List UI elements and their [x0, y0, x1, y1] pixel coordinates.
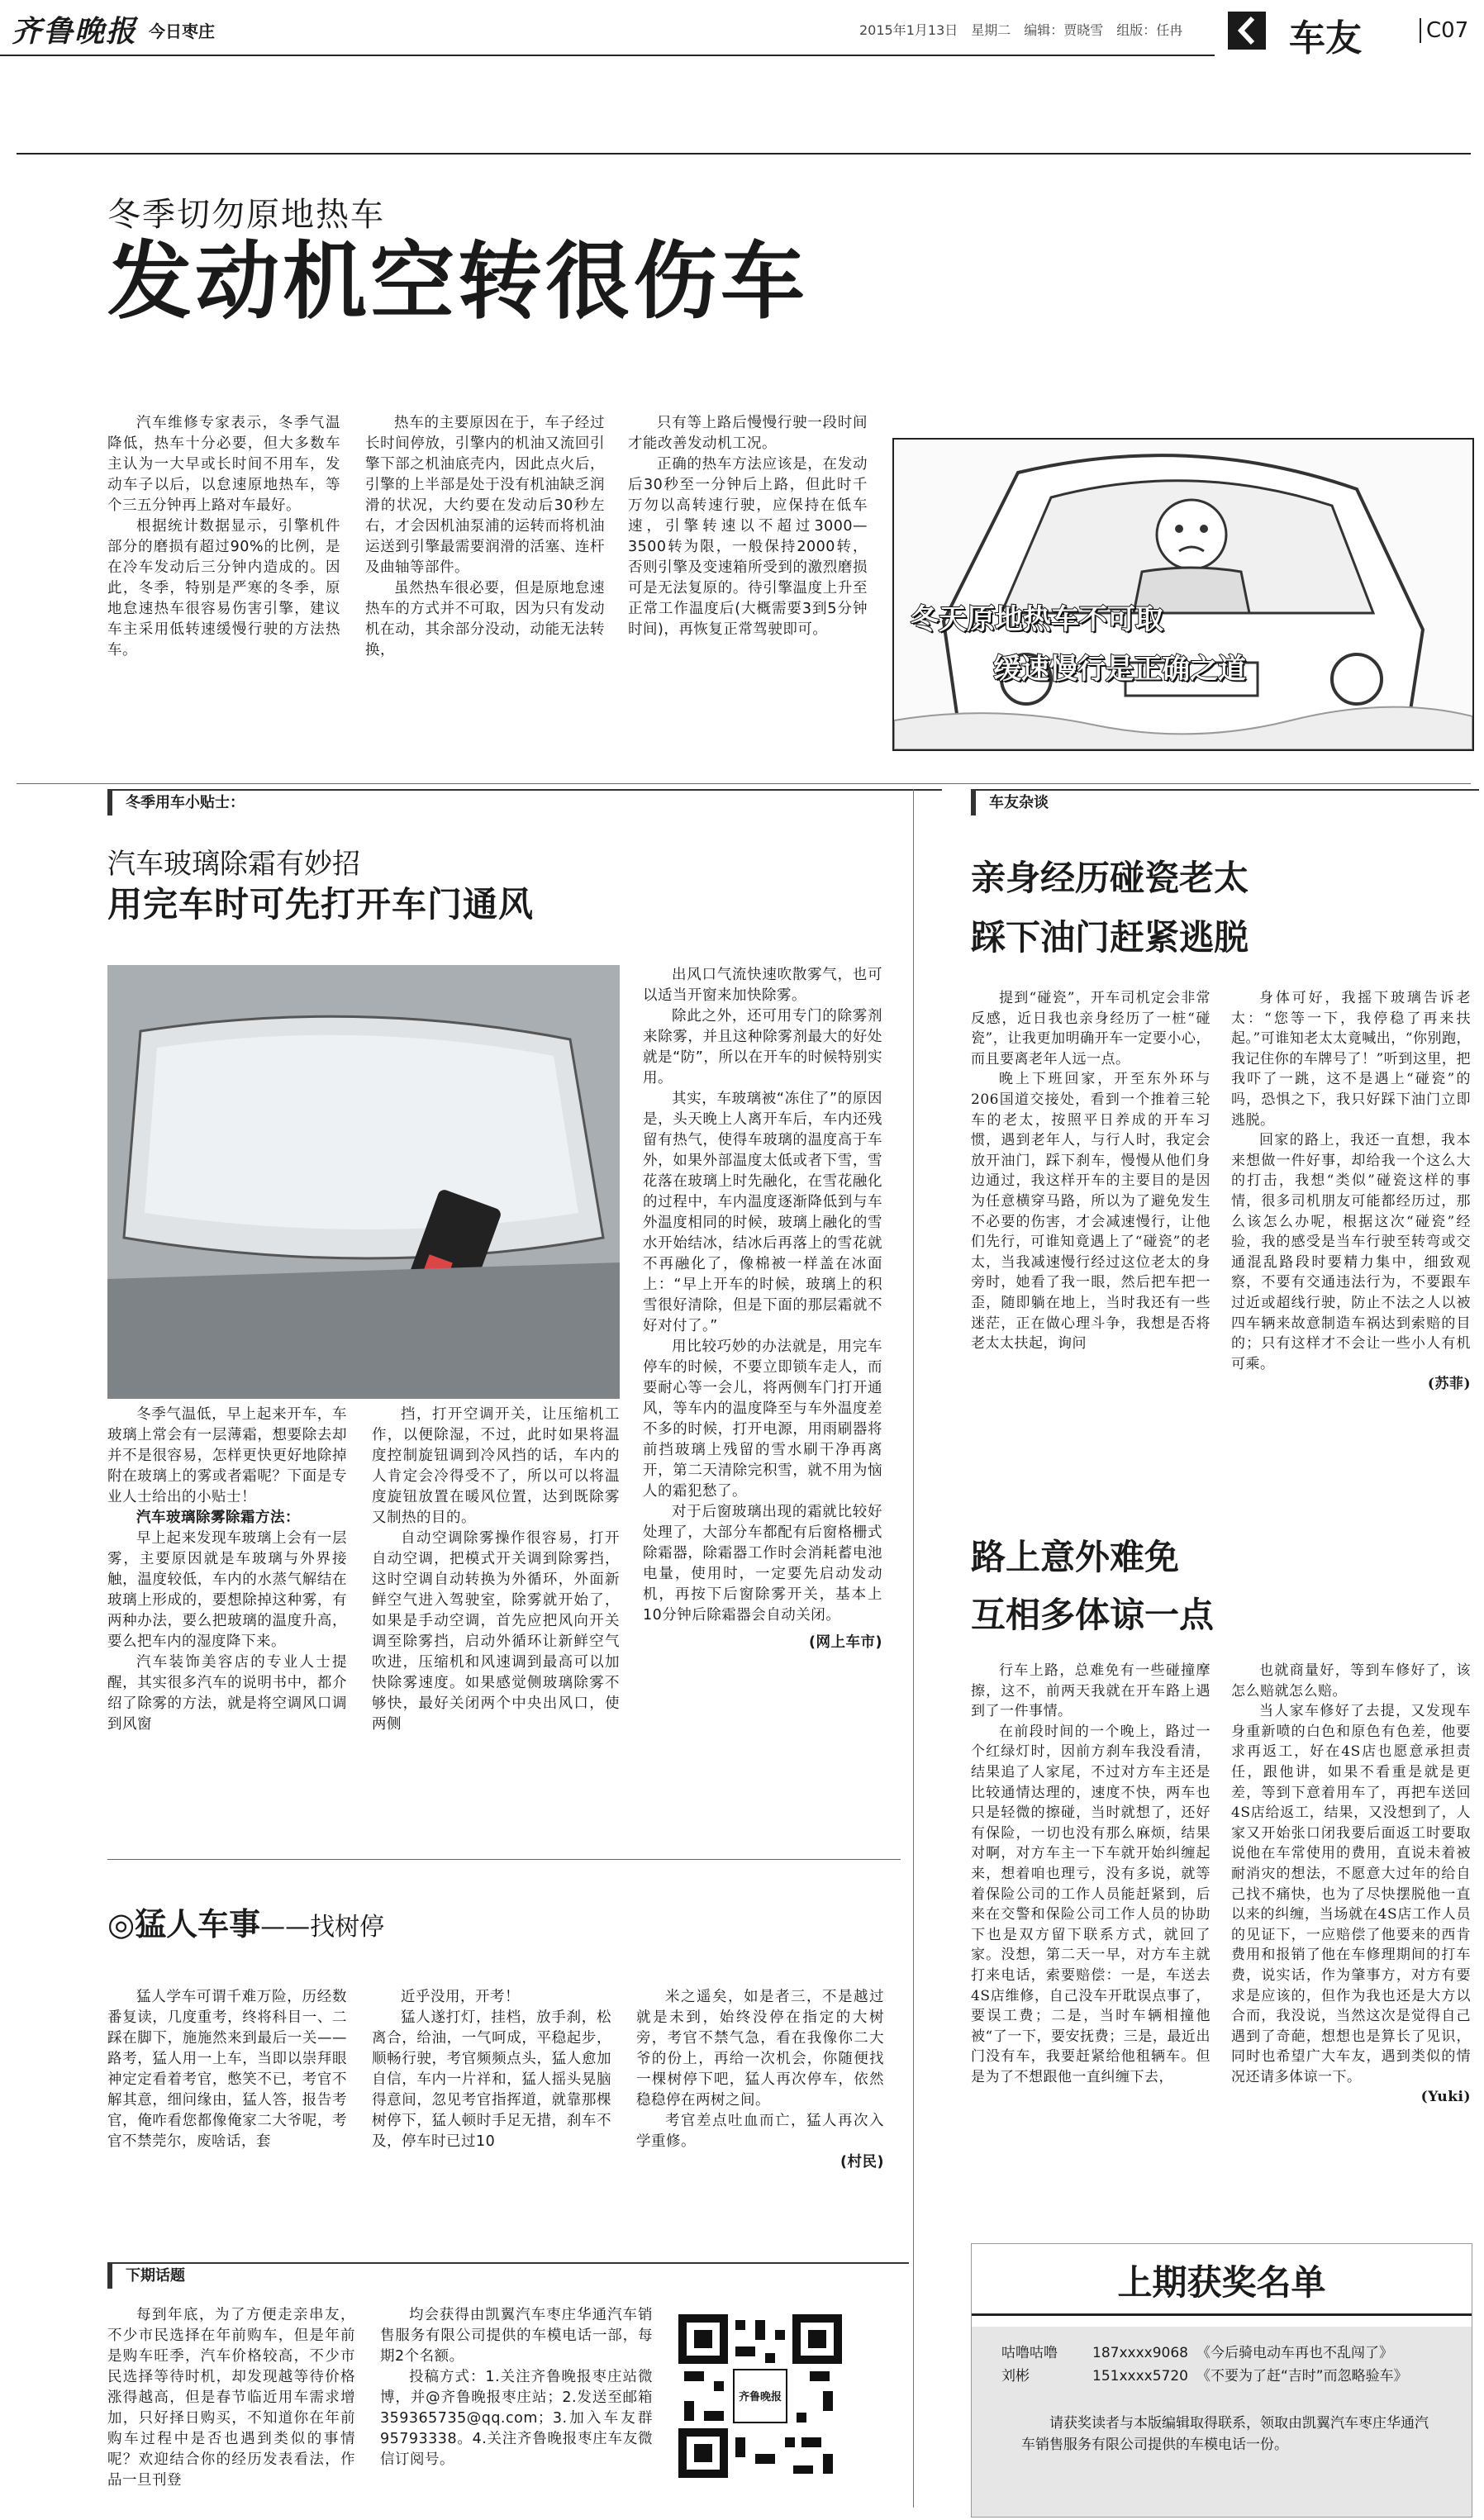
story1-col-1 [971, 988, 1211, 1354]
column-divider [913, 789, 914, 2508]
cartoon-caption-2: 缓速慢行是正确之道 [993, 653, 1246, 686]
paragraph: 身体可好，我摇下玻璃告诉老太：“您等一下，我停稳了再来扶起。”可谁知老太太竟喊出，“你别跑，我记住你的车牌号了！”听到这里，把我吓了一跳，这不是遇上“碰瓷”的吗，恐惧之下，我只好踩下油门立即逃脱。 [1231, 990, 1471, 1129]
paragraph: 投稿方式：1.关注齐鲁晚报枣庄站微博，并@齐鲁晚报枣庄站；2.发送至邮箱359365735@qq.com；3.加入车友群95793338。4.关注齐鲁晚报枣庄车友微信订阅号。 [380, 2369, 653, 2468]
paragraph: 行车上路，总难免有一些碰撞摩擦，这不，前两天我就在开车路上遇到了一件事情。 [971, 1662, 1211, 1720]
tips-section-label [107, 789, 942, 815]
winner-name: 刘彬 [1001, 2368, 1030, 2384]
winner-row [1001, 2365, 1408, 2388]
next-topic-label [107, 2262, 909, 2289]
paragraph: 猛人学车可谓千难万险，历经数番复读，几度重考，终将科目一、二踩在脚下，施施然来到最后一关——路考，猛人用一上车，当即以崇拜眼神定定看着考官，憋笑不已，考官不解其意，细问缘由，猛人答，报告考官，俺咋看您都像俺家二大爷呢，考官不禁莞尔，废啥话，套 [107, 1989, 347, 2150]
humor-author: ——找树停 [260, 1913, 385, 1942]
paragraph: 米之遥矣，如是者三，不是越过就是未到，始终没停在指定的大树旁，考官不禁气急，看在我像你二大爷的份上，再给一次机会，你随便找一棵树停下吧，猛人再次停车，依然稳稳停在两树之间。 [636, 1989, 884, 2109]
tips-kicker: 汽车玻璃除霜有妙招 [107, 848, 360, 881]
story1-col-2 [1231, 988, 1471, 1395]
paragraph: 晚上下班回家，开至东外环与206国道交接处，看到一个推着三轮车的老太，按照平日养成的开车习惯，遇到老年人，与行人时，我定会放开油门，踩下刹车，慢慢从他们身边通过，我这样开车的主要目的是因为任意横穿马路，所以为了避免发生不必要的伤害，才会减速慢行，让他们先行，可谁知竟遇上了“碰瓷”的老太，当我减速慢行经过这位老太的身旁时，她看了我一眼，然后把车把一歪，随即躺在地上，当时我还有一些迷茫，正在做心理斗争，我想是否将老太太扶起，询问 [971, 1071, 1211, 1353]
paragraph: 汽车装饰美容店的专业人士提醒，其实很多汽车的说明书中，都介绍了除雾的方法，就是将空调风口调到风窗 [107, 1654, 347, 1733]
paragraph: 冬季气温低，早上起来开车，车玻璃上常会有一层薄霜，想要除去却并不是很容易，怎样更快更好地除掉附在玻璃上的雾或者霜呢？下面是专业人士给出的小贴士！ [107, 1406, 347, 1505]
story1-title-line2: 踩下油门赶紧逃脱 [971, 917, 1249, 958]
tips-lower-col-1 [107, 1405, 347, 1735]
humor-title-text: ◎猛人车事 [107, 1906, 261, 1942]
winner-work: 《今后骑电动车再也不乱闯了》 [1196, 2345, 1393, 2361]
chevron-icon [1228, 12, 1266, 50]
masthead-rule [0, 55, 1215, 56]
paragraph: 自动空调除雾操作很容易，打开自动空调，把模式开关调到除雾挡，这时空调自动转换为外循环，外面新鲜空气进入驾驶室，除雾就开始了，如果是手动空调，首先应把风向开关调至除雾挡，启动外循环让新鲜空气吹进，压缩机和风速调到最高可以加快除雾速度。如果感觉侧玻璃除雾不够快，最好关闭两个中央出风口，使两侧 [372, 1530, 620, 1733]
dateline: 2015年1月13日 星期二 编辑：贾晓雪 组版：任冉 [859, 22, 1183, 38]
paragraph: 考官差点吐血而亡，猛人再次入学重修。 [636, 2113, 884, 2150]
paragraph: 挡，打开空调开关，让压缩机工作，以便除湿，不过，此时如果将温度控制旋钮调到冷风挡的话，车内的人肯定会冷得受不了，所以可以将温度旋钮放置在暖风位置，达到既除雾又制热的目的。 [372, 1406, 620, 1526]
tips-section-label-text: 冬季用车小贴士： [126, 794, 245, 811]
masthead [0, 0, 1484, 66]
tips-source: (网上车市) [809, 1634, 882, 1651]
miscellany-label [971, 789, 1479, 815]
tips-right-col [643, 965, 882, 1653]
winner-phone: 187xxxx9068 [1092, 2345, 1188, 2361]
winner-phone: 151xxxx5720 [1092, 2368, 1188, 2384]
paragraph: 猛人遂打灯，挂档，放手刹，松离合，给油，一气呵成，平稳起步，顺畅行驶，考官频频点头，猛人愈加自信，车内一片祥和，猛人摇头晃脑得意间，忽见考官指挥道，就靠那棵树停下，猛人顿时手足无措，刹车不及，停车时已过10 [372, 2009, 611, 2150]
paragraph: 虽然热车很必要，但是原地怠速热车的方式并不可取，因为只有发动机在动，其余部分没动，动能无法转换， [365, 580, 605, 659]
lead-col-3 [628, 413, 868, 640]
top-rule [17, 153, 1471, 155]
paragraph: 热车的主要原因在于，车子经过长时间停放，引擎内的机油又流回引擎下部之机油底壳内，因此点火后，引擎的上半部是处于没有机油缺乏润滑的状况，大约要在发动后30秒左右，才会因机油泵浦的运转而将机油运送到引擎最需要润滑的活塞、连杆及曲轴等部件。 [365, 415, 605, 576]
winner-row [1001, 2342, 1393, 2365]
section-rule [17, 783, 1471, 784]
awards-title: 上期获奖名单 [972, 2256, 1472, 2316]
awards-note: 请获奖读者与本版编辑取得联系，领取由凯翼汽车枣庄华通汽车销售服务有限公司提供的车模电话一份。 [1021, 2415, 1429, 2453]
tips-lower-col-2 [372, 1405, 620, 1735]
story1-title-line1: 亲身经历碰瓷老太 [971, 858, 1249, 898]
story2-title-line2: 互相多体谅一点 [971, 1595, 1215, 1635]
humor-source: (村民) [840, 2154, 884, 2171]
story2-col-1 [971, 1661, 1211, 2087]
humor-col-1 [107, 1987, 347, 2152]
paragraph: 其实，车玻璃被“冻住了”的原因是，头天晚上人离开车后，车内还残留有热气，使得车玻璃的温度高于车外，如果外部温度太低或者下雪，雪花落在玻璃上时先融化，在雪花融化的过程中，车内温度逐渐降低到与车外温度相同的时候，玻璃上融化的雪水开始结冰，结冰后再落上的雪花就不再融化了，像棉被一样盖在冰面上：“早上开车的时候，玻璃上的积雪很好清除，但是下面的那层霜就不好对付了。” [643, 1091, 882, 1334]
cartoon-illustration [892, 438, 1474, 751]
awards-list [972, 2327, 1472, 2517]
humor-col-2 [372, 1987, 611, 2152]
paper-name: 齐鲁晚报 [12, 14, 138, 49]
cartoon-caption-1: 冬天原地热车不可取 [911, 603, 1163, 636]
qr-code [678, 2313, 843, 2479]
lead-headline: 发动机空转很伤车 [107, 233, 808, 331]
paragraph: 汽车维修专家表示，冬季气温降低，热车十分必要，但大多数车主认为一大早或长时间不用车，发动车子以后，以怠速原地热车，等个三五分钟再上路对车最好。 [107, 415, 340, 514]
section-name: 车友 [1289, 17, 1362, 59]
paragraph: 也就商量好，等到车修好了，该怎么赔就怎么赔。 [1231, 1662, 1471, 1700]
paragraph: 近乎没用，开考！ [401, 1989, 520, 2005]
next-col-2 [380, 2305, 653, 2470]
paragraph: 均会获得由凯翼汽车枣庄华通汽车销售服务有限公司提供的车模电话一部，每期2个名额。 [380, 2307, 653, 2365]
paragraph: 提到“碰瓷”，开车司机定会非常反感，近日我也亲身经历了一桩“碰瓷”，让我更加明确开车一定要小心，而且要离老年人远一点。 [971, 990, 1211, 1067]
miscellany-label-text: 车友杂谈 [989, 794, 1049, 811]
humor-title [107, 1899, 384, 1944]
paragraph: 只有等上路后慢慢行驶一段时间才能改善发动机工况。 [628, 415, 868, 452]
next-col-1 [107, 2305, 355, 2491]
paragraph: 回家的路上，我还一直想，我本来想做一件好事，却给我一个这么大的打击，我想“类似”碰瓷这样的事情，很多司机朋友可能都经历过，那么该怎么办呢，根据这次“碰瓷”经验，我的感受是当车行驶至转弯或交通混乱路段时要精力集中，细致观察，不要有交通违法行为，不要跟车过近或超线行驶，防止不法之人以被四车辆来故意制造车祸达到索赔的目的；只有这样才不会让一些小人有机可乘。 [1231, 1132, 1471, 1372]
paragraph: 用比较巧妙的办法就是，用完车停车的时候，不要立即锁车走人，而要耐心等一会儿，将两侧车门打开通风，等车内的温度降至与车外温度差不多的时候，打开电源，用雨刷器将前挡玻璃上残留的雪水刷干净再离开，第二天清除完积雪，就不用为恼人的霜犯愁了。 [643, 1338, 882, 1500]
winner-work: 《不要为了赶“吉时”而忽略验车》 [1196, 2368, 1408, 2384]
paragraph: 早上起来发现车玻璃上会有一层雾，主要原因就是车玻璃与外界接触，温度较低，车内的水蒸气解结在玻璃上形成的，要想除掉这种雾，有两种办法，要么把玻璃的温度升高，要么把车内的湿度降下来。 [107, 1530, 347, 1650]
lead-col-1 [107, 413, 340, 661]
paragraph: 正确的热车方法应该是，在发动后30秒至一分钟后上路，但此时千万勿以高转速行驶，应保持在低车速，引擎转速以不超过3000—3500转为限，一般保持2000转，否则引擎及变速箱所受到的激烈磨损可是无法复原的。待引擎温度上升至正常工作温度后(大概需要3到5分钟时间)，再恢复正常驾驶即可。 [628, 456, 868, 638]
story2-col-2 [1231, 1661, 1471, 2108]
humor-col-3 [636, 1987, 884, 2173]
next-topic-label-text: 下期话题 [126, 2267, 185, 2285]
paragraph: 在前段时间的一个晚上，路过一个红绿灯时，因前方刹车我没看清，结果追了人家尾，不过对方车主还是比较通情达理的，速度不快，两车也只是轻微的擦碰，当时就想了，还好有保险，一切也没有那么麻烦，结果对啊，对方车主一下车就开始纠缠起来，想着咱也理亏，没有多说，就等着保险公司的工作人员能赶紧到，后来在交警和保险公司工作人员的协助下也是双方留下联系方式，就回了家。没想，第二天一早，对方车主就打来电话，索要赔偿：一是，车送去4S店维修，自己没车开耽误点事了，要误工费；二是，当时车辆相撞他被“了一下，要安抚费；三是，最近出门没有车，我要赶紧给他租辆车。但是为了不想跟他一直纠缠下去， [971, 1723, 1211, 2085]
story1-source: (苏菲) [1427, 1376, 1471, 1393]
paragraph: 每到年底，为了方便走亲串友，不少市民选择在年前购车，但是年前是购车旺季，汽车价格较高，不少市民选择等待时机，却发现越等待价格涨得越高，但是春节临近用车需求增加，只好择日购买，不知道你在年前购车过程中是否也遇到类似的事情呢？欢迎结合你的经历发表看法，作品一旦刊登 [107, 2307, 355, 2489]
page-number: C07 [1420, 18, 1468, 43]
lead-kicker: 冬季切勿原地热车 [107, 196, 385, 234]
awards-box [971, 2243, 1472, 2518]
frosted-car-photo [107, 965, 620, 1399]
paragraph: 出风口气流快速吹散雾气，也可以适当开窗来加快除雾。 [643, 967, 882, 1004]
humor-rule [107, 1859, 901, 1860]
paragraph: 对于后窗玻璃出现的霜就比较好处理了，大部分车都配有后窗格栅式除霜器，除霜器工作时会消耗蓄电池电量，使用时，一定要先启动发动机，再按下后窗除雾开关，基本上10分钟后除霜器会自动关闭。 [643, 1504, 882, 1624]
winner-name: 咕噜咕噜 [1001, 2345, 1058, 2361]
paragraph: 当人家车修好了去提，又发现车身重新喷的白色和原色有色差，他要求再返工，好在4S店也愿意承担责任，跟他讲，如果不看重是就是更差，等到下意着用车了，再把车送回4S店给返工，结果，又没想到了，人家又开始张口闭我要后面返工时要取说他在车常使用的费用，直说未着被耐消灾的想法，不愿意大过年的给自己找不痛快，也为了尽快摆脱他一直以来的纠缠，当场就在4S店工作人员的见证下，一应赔偿了他要来的西肯费用和报销了他在车修理期间的打车费，说实话，作为肇事方，对方有要求是应该的，但作为我也还是大方以合而，我没说，当然这次是觉得自己遇到了奇葩，想想也是算长了见识，同时也希望广大车友，遇到类似的情况还请多体谅一下。 [1231, 1703, 1471, 2085]
paragraph: 除此之外，还可用专门的除雾剂来除雾，并且这种除雾剂最大的好处就是“防”，所以在开车的时候特别实用。 [643, 1008, 882, 1086]
tips-subhead: 汽车玻璃除雾除霜方法： [136, 1510, 300, 1526]
edition-name: 今日枣庄 [149, 21, 215, 41]
tips-headline: 用完车时可先打开车门通风 [107, 884, 535, 925]
story2-source: (Yuki) [1420, 2089, 1471, 2106]
qr-center-text: 齐鲁晚报 [738, 2391, 782, 2404]
story2-title-line1: 路上意外难免 [971, 1537, 1180, 1577]
paragraph: 根据统计数据显示，引擎机件部分的磨损有超过90%的比例，是在冷车发动后三分钟内造成的。因此，冬季，特别是严寒的冬季，原地怠速热车很容易伤害引擎，建议车主采用低转速缓慢行驶的方法热车。 [107, 518, 340, 659]
lead-col-2 [365, 413, 605, 661]
